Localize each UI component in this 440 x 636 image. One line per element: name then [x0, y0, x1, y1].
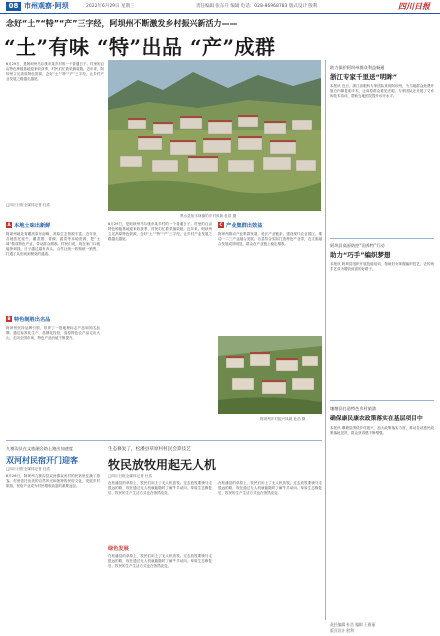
right-story-1-kicker: 助力保护阿坝州群众利益畅通 — [330, 65, 385, 70]
issue-date: 2022年6月29日 星期三 — [86, 4, 135, 9]
right-story-3-kicker: 壤塘县打造特色乡村旅游 — [330, 406, 377, 411]
right-story-2-kicker: 阿坝县高原防控“国养特”行动 — [330, 243, 385, 248]
third-story-subhead: 绿色发展 — [108, 546, 129, 552]
footer-designer: 版式设计 殷利 — [330, 628, 354, 633]
section-a-title: 本地土味出新鲜 — [14, 223, 51, 229]
lower-divider — [6, 440, 322, 441]
lead-intro-text: 6月29日，是阿坝州马尔康市某乡村的一个普通日子。村里的百亩特色种植基地迎来收获季，村民们忙着采摘装箱。近年来，阿坝州立足高原特色资源，念好“土”“特”“产”三字经，让乡村产业发展之路越走越宽。 — [6, 62, 104, 82]
section-a-badge: A — [7, 222, 11, 227]
village-photo — [218, 336, 322, 414]
third-story-title: 牧民放牧用起无人机 — [108, 458, 217, 472]
second-story-kicker: 九寨沟县在文旅融合路上跑出加速度 — [6, 446, 74, 451]
second-story-text: 6月26日，阿坝州九寨沟县双河镇双河村的民宿里住满了游客。村里依托优美的自然风光和独特的民俗文化，发展乡村旅游，民宿产业成为村民增收致富的重要途径。 — [6, 474, 100, 489]
right-story-2-text: 本报讯 阿坝县组织开展技能培训，帮助妇女掌握编织技艺，让传统手艺成为增收致富的好路子。 — [330, 262, 434, 272]
footer-editor: 责任编辑 杜浩 编辑 王雅丽 — [330, 622, 376, 627]
second-story-title: 双河村民宿开门迎客 — [6, 455, 78, 465]
third-story-text: 在松潘县的草原上，牧民们用上了无人机放牧。过去放牧要骑马走很远的路，现在通过无人机就能随时了解牛羊动向。草原生态修复后，牧民的生产生活方式也在悄然改变。 — [108, 481, 212, 496]
section-c-title: 产业集群出效益 — [226, 223, 263, 229]
second-story-byline: □四川日报全媒体记者 杜浩 — [6, 467, 51, 471]
right-divider-1 — [330, 238, 434, 239]
section-c-badge: C — [219, 222, 223, 227]
lead-photo — [108, 60, 321, 211]
section-b-title: 特色制胜出名品 — [14, 317, 51, 323]
section-b-text: 阿坝州坚持品牌引领，培育了一批地理标志产品和知名品牌。通过标准化生产、品牌化经营，高原特色农产品走出大山，走向全国市场，特色产品价值不断提升。 — [6, 326, 100, 341]
editor-info: 责任编辑 张东升 编辑 电话：028-86968783 版式设计 殷利 — [196, 4, 318, 9]
lead-headline: “土”有味 “特”出品 “产”成群 — [4, 35, 276, 59]
right-story-3-text: 本报讯 壤塘县围绕乡村振兴，加大政策落实力度，推动各项惠民政策落地见效，群众获得感不断增强。 — [330, 426, 434, 436]
lead-body-mid: 6月29日，是阿坝州马尔康市某乡村的一个普通日子。村里的百亩特色种植基地迎来收获季，村民们忙着采摘装箱。近年来，阿坝州立足高原特色资源，念好“土”“特”“产”三字经，让乡村产业发展之路越走越宽。 — [108, 222, 212, 242]
village-photo-caption: 阿坝州乡村振兴风貌 杜浩 摄 — [260, 417, 306, 421]
right-story-1-title: 浙江专家千里送“明眸” — [330, 73, 398, 81]
right-story-3-title: 确保康民康农政策落实在基层项目中 — [330, 416, 423, 422]
third-story-text-3: 在松潘县的草原上，牧民们用上了无人机放牧。过去放牧要骑马走很远的路，现在通过无人机就能随时了解牛羊动向。草原生态修复后，牧民的生产生活方式也在悄然改变。 — [218, 481, 322, 496]
third-story-kicker: 生态修复了，松潘县草原村村民会算技艺 — [108, 447, 191, 452]
section-b-badge: B — [7, 316, 11, 321]
page-number: 08 — [6, 2, 21, 11]
lead-byline: □四川日报全媒体记者 杜浩 — [6, 203, 51, 207]
lead-kicker: 念好“土”“特”“产”三字经，阿坝州不断激发乡村振兴新活力—— — [6, 19, 238, 28]
section-title: 市州观察·阿坝 — [24, 2, 69, 10]
right-story-1-text: 本报讯 近日，浙江省眼科专家团队来到阿坝州，为当地群众免费开展白内障复明手术，让高原群众重见光明。专家团队还开展了义诊和技术培训，帮助当地医院提升诊疗水平。 — [330, 84, 434, 99]
column-divider — [325, 60, 326, 620]
section-a-text: 阿坝州地处青藏高原东南缘，高原生态资源丰富。近年来，各地依托牦牛、藏香猪、青稞、蔬菜等本地资源，把“土味”做成特色产业，带动群众增收。村民们说，现在家门口就能挣到钱，日子越过越有奔头。合作社统一收购统一销售，打通了从田间到餐桌的通道。 — [6, 232, 100, 257]
section-c-text: 阿坝州推动产业集群发展，延长产业链条，建设现代农业园区，推动一二三产业融合发展。各县结合实际打造特色产业带，农文旅融合发展成效明显，群众在产业链上稳定增收。 — [218, 232, 322, 247]
lead-photo-caption: 黑水县知木林镇的乡村风貌 杜浩 摄 — [180, 214, 237, 218]
right-story-2-title: 助力“巧手”编织梦想 — [330, 251, 391, 259]
third-story-text-2: 在松潘县的草原上，牧民们用上了无人机放牧。过去放牧要骑马走很远的路，现在通过无人机就能随时了解牛羊动向。草原生态修复后，牧民的生产生活方式也在悄然改变。 — [108, 554, 212, 569]
newspaper-logo: 四川日报 — [398, 1, 430, 11]
third-story-byline: □四川日报全媒体记者 杜浩 — [108, 474, 153, 478]
right-divider-2 — [330, 400, 434, 401]
